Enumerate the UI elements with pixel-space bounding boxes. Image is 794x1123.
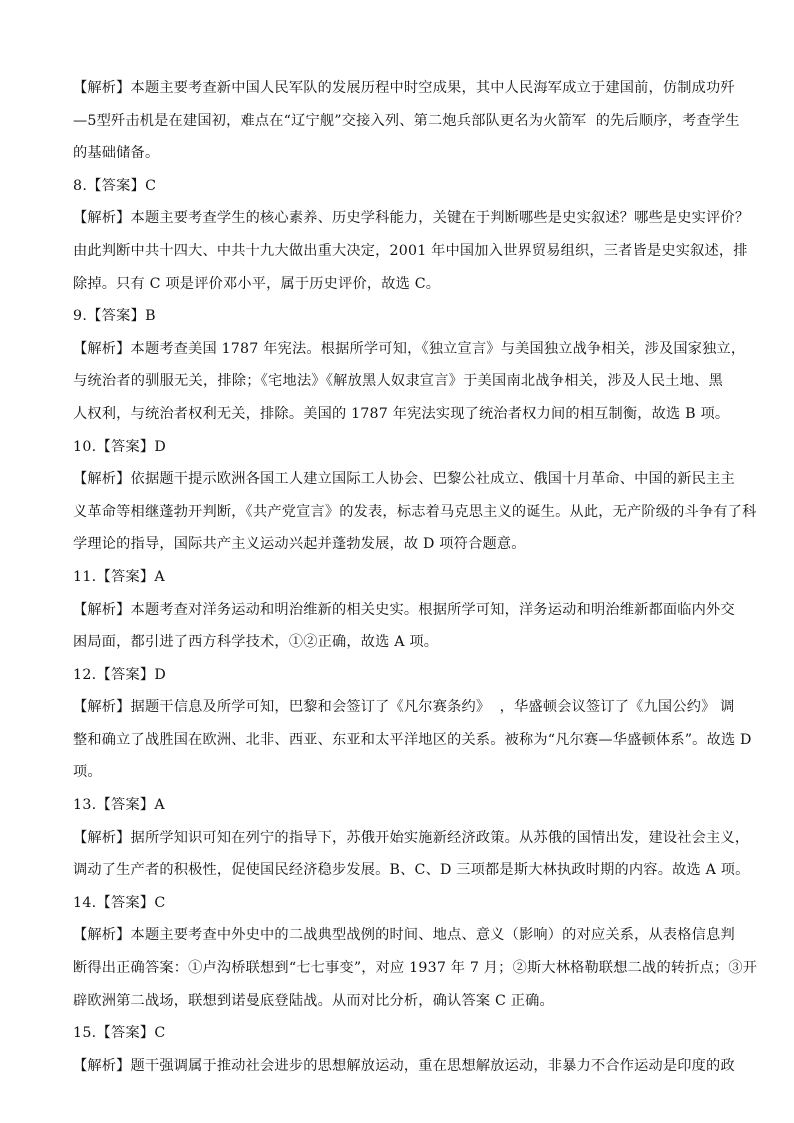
explanation-line: 辟欧洲第二战场，联想到诺曼底登陆战。从而对比分析，确认答案 C 正确。 [73,992,554,1009]
explanation-line: 义革命等相继蓬勃开判断，《共产党宣言》的发表，标志着马克思主义的诞生。从此，无产阶级的斗争有了科 [73,503,757,520]
explanation-line: 由此判断中共十四大、中共十九大做出重大决定，2001 年中国加入世界贸易组织，三者皆是史实叙述，排 [73,242,748,259]
explanation-line: 学理论的指导，国际共产主义运动兴起并蓬勃发展，故 D 项符合题意。 [73,536,526,553]
explanation-line: 【解析】依据题干提示欧洲各国工人建立国际工人协会、巴黎公社成立、俄国十月革命、中国的新民主主 [73,471,735,488]
explanation-line: 人权利，与统治者权利无关，排除。美国的 1787 年宪法实现了统治者权力间的相互制衡，故选 B 项。 [73,405,730,422]
answer-line: 12.【答案】D [73,666,167,683]
answer-line: 13.【答案】A [73,797,165,814]
answer-line: 10.【答案】D [73,438,167,455]
explanation-line: 【解析】本题主要考查学生的核心素养、历史学科能力，关键在于判断哪些是史实叙述？哪些是史实评价？ [73,210,750,227]
explanation-line: 【解析】据题干信息及所学可知，巴黎和会签订了《凡尔赛条约》 ，华盛顿会议签订了《九国公约》 调 [73,699,735,716]
explanation-line: 断得出正确答案：①卢沟桥联想到“七七事变”，对应 1937 年 7 月；②斯大林格勒联想二战的转折点；③开 [73,960,758,977]
answer-line: 15.【答案】C [73,1025,166,1042]
answer-explanations [73,78,758,1088]
explanation-line: 【解析】据所学知识可知在列宁的指导下，苏俄开始实施新经济政策。从苏俄的国情出发，建设社会主义， [73,829,750,846]
answer-line: 14.【答案】C [73,894,166,911]
explanation-line: 【解析】本题考查美国 1787 年宪法。根据所学可知，《独立宣言》与美国独立战争相关，涉及国家独立， [73,340,746,357]
explanation-line: 【解析】题干强调属于推动社会进步的思想解放运动，重在思想解放运动，非暴力不合作运动是印度的政 [73,1057,735,1074]
explanation-line: 整和确立了战胜国在欧洲、北非、西亚、东亚和太平洋地区的关系。被称为“凡尔赛—华盛顿体系”。故选 D [73,731,752,748]
explanation-line: 困局面，都引进了西方科学技术，①②正确，故选 A 项。 [73,634,439,651]
explanation-line: 调动了生产者的积极性，促使国民经济稳步发展。B、C、D 三项都是斯大林执政时期的内容。故选 A 项。 [73,862,750,879]
explanation-line: 【解析】本题主要考查中外史中的二战典型战例的时间、地点、意义（影响）的对应关系，从表格信息判 [73,927,735,944]
answer-line: 9.【答案】B [73,308,156,325]
answer-line: 11.【答案】A [73,568,165,585]
answer-line: 8.【答案】C [73,177,157,194]
explanation-line: 与统治者的驯服无关，排除；《宅地法》《解放黑人奴隶宣言》于美国南北战争相关，涉及人民土地、黑 [73,373,723,390]
explanation-line: —5型歼击机是在建国初，难点在“辽宁舰”交接入列、第二炮兵部队更名为火箭军 的先后顺序，考查学生 [73,112,740,129]
explanation-line: 【解析】本题考查对洋务运动和明治维新的相关史实。根据所学可知，洋务运动和明治维新都面临内外交 [73,601,735,618]
explanation-line: 【解析】本题主要考查新中国人民军队的发展历程中时空成果，其中人民海军成立于建国前，仿制成功歼 [73,80,735,96]
explanation-line: 的基础储备。 [73,145,160,162]
explanation-line: 项。 [73,764,102,781]
explanation-line: 除掉。只有 C 项是评价邓小平，属于历史评价，故选 C。 [73,275,441,292]
